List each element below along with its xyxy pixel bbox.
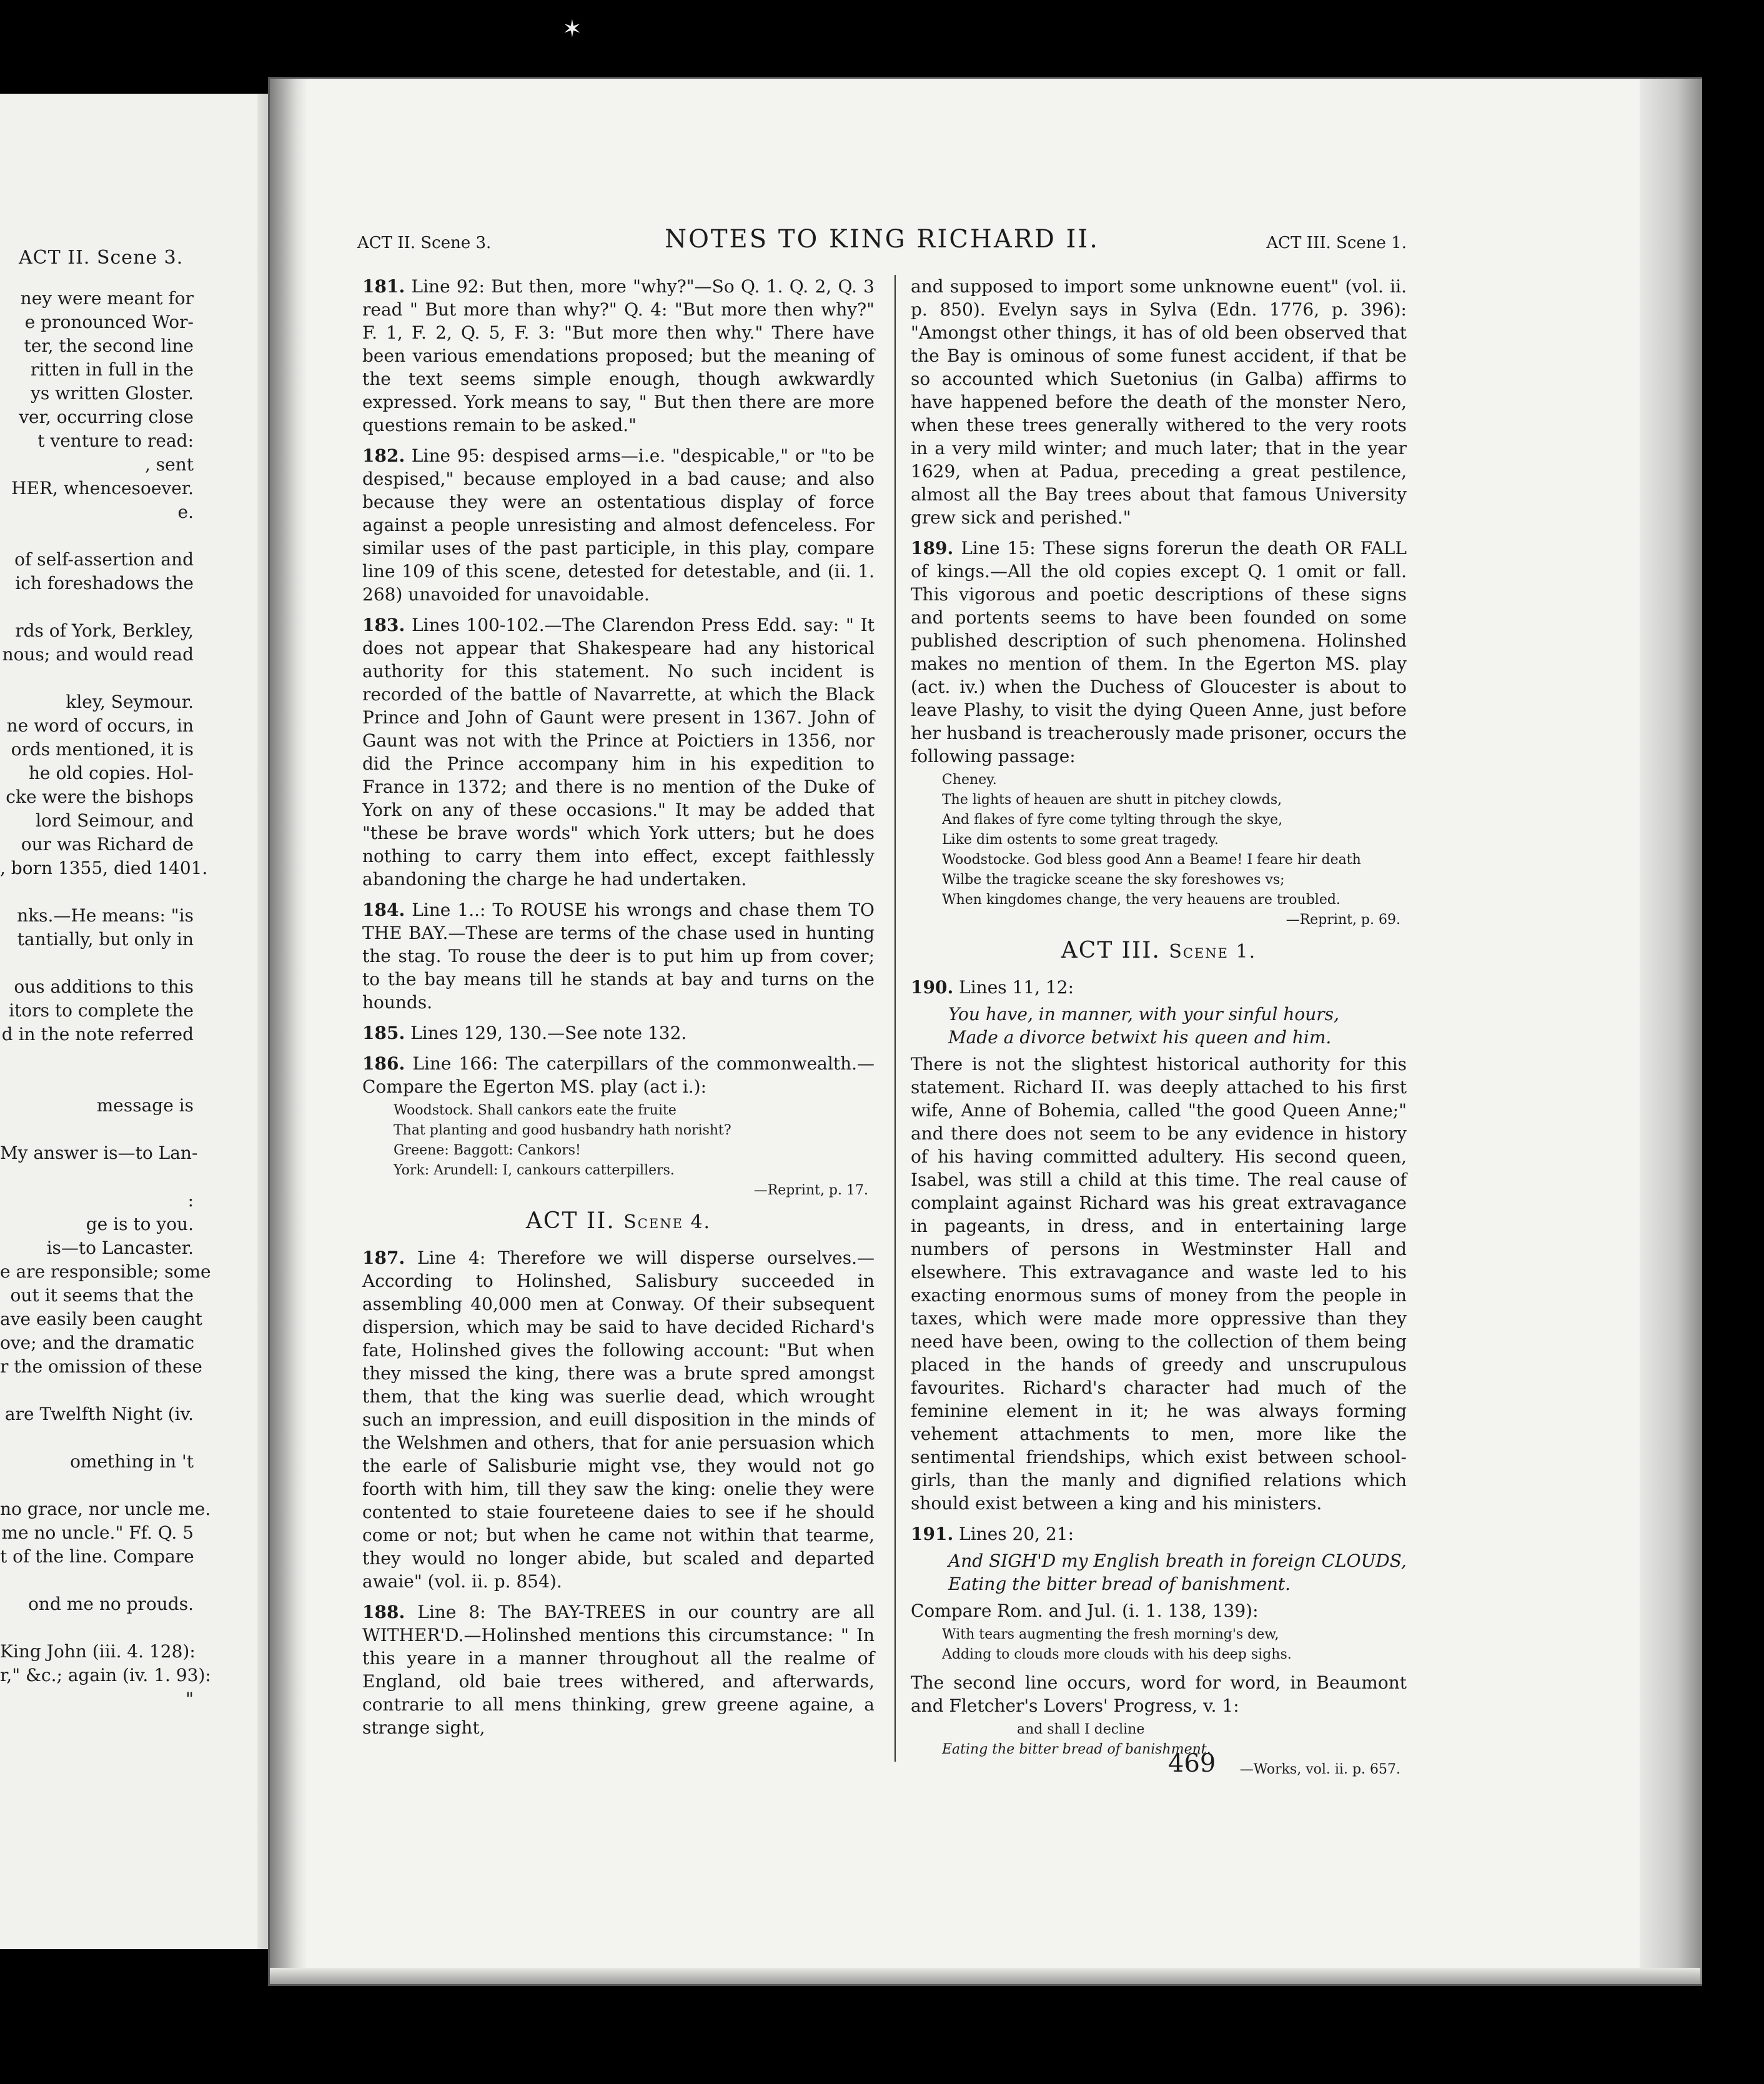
note-text: Line 8: The BAY-TREES in our country are all WITHER'D.—Holinshed mentions this circumstance: " In this yeare in a manner throughout all the realme of England, old baie trees withered, and afterwards, contrarie to all mens thinking, grew greene againe, a strange sight, xyxy=(362,1602,875,1738)
note-number: 183. xyxy=(362,615,405,635)
column-divider xyxy=(894,275,896,1762)
left-page-line: ich foreshadows the xyxy=(15,573,194,593)
left-page-line: " xyxy=(186,1689,194,1709)
note-number: 191. xyxy=(911,1524,954,1544)
note-number: 187. xyxy=(362,1248,405,1268)
page-title: NOTES TO KING RICHARD II. xyxy=(665,225,1099,254)
left-page-line: e pronounced Wor- xyxy=(24,312,194,332)
note-188 xyxy=(362,1600,875,1739)
running-head xyxy=(357,225,1407,262)
section-heading-act3-scene1 xyxy=(911,939,1407,963)
note-text: There is not the slightest historical authority for this statement. Richard II. was deeply attached to his first wife, Anne of Bohemia, called "the good Queen Anne;" and there does not seem to be any evidence in history of his having committed adultery. His second queen, Isabel, was still a child at this time. The real cause of complaint against Richard was his great extravagance in pageants, in dress, and in entertaining large numbers of persons in Westminster Hall and elsewhere. This extravagance and waste led to his exacting enormous sums of money from the people in taxes, which were made more oppressive than they need have been, owing to the collection of them being placed in the hands of greedy and unscrupulous favourites. Richard's character had much of the feminine element in it; he was always forming vehement attachments to men, more like the sentimental friendships, which exist between school-girls, than the manly and dignified relations which should exist between a king and his ministers. xyxy=(911,1054,1407,1514)
verse-line: Woodstock. Shall cankors eate the fruite xyxy=(394,1103,676,1118)
page-edge xyxy=(1640,79,1702,1984)
left-page-line: message is xyxy=(96,1095,194,1116)
act-label: ACT II. xyxy=(525,1208,615,1234)
running-head-right: ACT III. Scene 1. xyxy=(1266,234,1407,252)
verse-line: Like dim ostents to some great tragedy. xyxy=(942,832,1219,848)
note-text: Lines 100-102.—The Clarendon Press Edd. say: " It does not appear that Shakespeare had any historical authority for this statement. No such incident is recorded of the battle of Navarrette, at which the Black Prince and John of Gaunt were present in 1367. John of Gaunt was not with the Prince at Poictiers in 1356, nor did the Prince accompany him in his expedition to France in 1372; and there is no mention of the Duke of York on any of these occasions." It may be added that "these be brave words" which York utters; but he does nothing to carry them into effect, except faithlessly abandoning the charge he had undertaken. xyxy=(362,615,875,890)
verse-quote xyxy=(394,1101,875,1201)
left-page-line: e are responsible; some xyxy=(0,1261,211,1282)
left-page-line: is—to Lancaster. xyxy=(46,1238,194,1258)
page-number: 469 xyxy=(1168,1749,1216,1778)
left-page-line: ond me no prouds. xyxy=(28,1594,194,1614)
left-page-header: ACT II. Scene 3. xyxy=(19,247,184,269)
note-190 xyxy=(911,976,1407,1515)
left-page-line: My answer is—to Lan- xyxy=(0,1143,198,1163)
left-column xyxy=(362,275,875,1747)
note-text: Line 95: despised arms—i.e. "despicable," or "to be despised," because employed in a bad cause; and also because they were an ostentatious display of force against a people unresisting and almost defenceless. For similar uses of the past participle, in this play, compare line 109 of this scene, detested for detestable, and (ii. 1. 268) unavoided for unavoidable. xyxy=(362,445,875,605)
note-181 xyxy=(362,275,875,437)
poem-line: You have, in manner, with your sinful hours, xyxy=(948,1004,1339,1025)
note-187 xyxy=(362,1246,875,1593)
left-page-line: no grace, nor uncle me. xyxy=(0,1499,211,1519)
note-184 xyxy=(362,898,875,1014)
verse-quote xyxy=(942,770,1407,930)
verse-line: Woodstocke. God bless good Ann a Beame! I feare hir death xyxy=(942,852,1361,868)
left-page-line: t of the line. Compare xyxy=(0,1546,194,1567)
verse-line: Greene: Baggott: Cankors! xyxy=(394,1143,581,1158)
note-number: 184. xyxy=(362,900,405,920)
left-page-line: ver, occurring close xyxy=(19,407,194,427)
verse-line: The lights of heauen are shutt in pitchey clowds, xyxy=(942,792,1282,808)
note-text: The second line occurs, word for word, in Beaumont and Fletcher's Lovers' Progress, v. 1: xyxy=(911,1672,1407,1716)
note-text: Lines 129, 130.—See note 132. xyxy=(410,1023,687,1043)
left-page-line: ave easily been caught xyxy=(0,1309,202,1329)
left-page-line: King John (iii. 4. 128): xyxy=(0,1641,196,1662)
left-page-line: ove; and the dramatic xyxy=(0,1332,195,1353)
left-page-line: me no uncle." Ff. Q. 5 xyxy=(1,1522,194,1543)
left-page-line: lord Seimour, and xyxy=(36,810,194,831)
left-page-line: ous additions to this xyxy=(14,976,194,997)
note-number: 186. xyxy=(362,1053,405,1074)
note-188-continued: and supposed to import some unknowne euent" (vol. ii. p. 850). Evelyn says in Sylva (Edn. 1776, p. 396): "Amongst other things, it has of old been observed that the Bay is ominous of some funest accident, if that be so accounted which Suetonius (in Galba) affirms to have happened before the death of the monster Nero, when these trees generally withered to the very roots in a very mild winter; and much later; that in the year 1629, when at Padua, preceding a great pestilence, almost all the Bay trees about that famous University grew sick and perished." xyxy=(911,276,1407,528)
verse-line: When kingdomes change, the very heauens are troubled. xyxy=(942,892,1340,908)
right-column xyxy=(911,275,1407,1787)
verse-line: And flakes of fyre come tylting through the skye, xyxy=(942,812,1283,828)
note-number: 188. xyxy=(362,1602,405,1622)
note-text: Line 92: But then, more "why?"—So Q. 1. Q. 2, Q. 3 read " But more than why?" Q. 4: "But more then why?" F. 1, F. 2, Q. 5, F. 3: "But more then why." There have been various emendations proposed; but the meaning of the text seems simple enough, though awkwardly expressed. York means to say, " But then there are more questions remain to be asked." xyxy=(362,276,875,435)
left-page xyxy=(0,94,294,1949)
note-lines: Lines 11, 12: xyxy=(959,977,1074,998)
verse-line: With tears augmenting the fresh morning's dew, xyxy=(942,1627,1279,1642)
note-number: 181. xyxy=(362,276,405,297)
note-compare: Compare Rom. and Jul. (i. 1. 138, 139): xyxy=(911,1600,1259,1621)
note-186 xyxy=(362,1052,875,1201)
binding-mark-icon: ✶ xyxy=(562,15,582,42)
bottom-edge xyxy=(270,1968,1700,1984)
left-page-line: ys written Gloster. xyxy=(31,383,194,404)
note-text: Line 15: These signs forerun the death OR FALL of kings.—All the old copies except Q. 1 omit or fall. This vigorous and poetic descriptions of these signs and portents seems to have been founded on some published description of such phenomena. Holinshed makes no mention of them. In the Egerton MS. play (act. iv.) when the Duchess of Gloucester is about to leave Plashy, to visit the dying Queen Anne, just before her husband is treacherously made prisoner, occurs the following passage: xyxy=(911,538,1407,767)
inner-gutter xyxy=(270,79,307,1984)
verse-line: and shall I decline xyxy=(1017,1722,1145,1737)
left-page-line: omething in 't xyxy=(70,1451,194,1472)
note-number: 190. xyxy=(911,977,954,998)
act-label: ACT III. xyxy=(1061,938,1161,963)
note-number: 185. xyxy=(362,1023,405,1043)
note-191 xyxy=(911,1522,1407,1780)
note-text: Line 4: Therefore we will disperse ourselves.—According to Holinshed, Salisbury succeeded in assembling 40,000 men at Conway. Of their subsequent dispersion, which may be said to have decided Richard's fate, Holinshed gives the following account: "But when they missed the king, there was a brute spred amongst them, that the king was suerlie dead, which wrought such an impression, and euill disposition in the minds of the Welshmen and others, that for anie persuasion which the earle of Salisburie might vse, they would not go foorth with him, till they saw the king: onelie they were contented to staie foureteene daies to see if he should come or not; but when he came not within that tearme, they would no longer abide, but scaled and departed awaie" (vol. ii. p. 854). xyxy=(362,1248,875,1592)
running-head-left: ACT II. Scene 3. xyxy=(357,234,492,252)
note-185 xyxy=(362,1021,875,1044)
left-page-line: ter, the second line xyxy=(24,335,194,356)
left-page-line: nks.—He means: "is xyxy=(17,905,194,926)
left-page-line: rds of York, Berkley, xyxy=(15,620,194,641)
left-page-line: d in the note referred xyxy=(1,1024,194,1044)
poem-quote xyxy=(948,1003,1407,1049)
left-page-line: nous; and would read xyxy=(2,644,194,665)
left-page-line: cke were the bishops xyxy=(6,786,194,807)
left-page-line: HER, whencesoever. xyxy=(11,478,194,499)
left-page-line: of self-assertion and xyxy=(14,549,194,570)
note-text: Line 1..: To ROUSE his wrongs and chase them TO THE BAY.—These are terms of the chase used in hunting the stag. To rouse the deer is to put him up from cover; to the bay means till he stands at bay and turns on the hounds. xyxy=(362,900,875,1013)
verse-line: That planting and good husbandry hath norisht? xyxy=(394,1123,731,1138)
verse-line: Cheney. xyxy=(942,772,997,788)
note-number: 189. xyxy=(911,538,954,558)
left-page-line: t venture to read: xyxy=(37,430,194,451)
left-page-line: , sent xyxy=(144,454,194,475)
left-page-line: tantially, but only in xyxy=(17,929,194,950)
poem-quote xyxy=(948,1549,1407,1595)
poem-line: Made a divorce betwixt his queen and him. xyxy=(948,1027,1332,1048)
left-page-line: ords mentioned, it is xyxy=(11,739,194,760)
left-page-line: ne word of occurs, in xyxy=(6,715,194,736)
left-page-line: : xyxy=(187,1190,194,1211)
left-page-line: ritten in full in the xyxy=(30,359,194,380)
left-page-line: e. xyxy=(177,502,194,522)
left-page-line: he old copies. Hol- xyxy=(29,763,194,783)
verse-line: Eating the bitter bread of banishment. xyxy=(942,1742,1211,1757)
poem-line: Eating the bitter bread of banishment. xyxy=(948,1574,1291,1594)
note-text: Line 166: The caterpillars of the commonwealth.—Compare the Egerton MS. play (act i.): xyxy=(362,1053,875,1097)
left-page-line: kley, Seymour. xyxy=(66,692,194,712)
left-page-line: our was Richard de xyxy=(21,834,194,855)
left-page-line: ney were meant for xyxy=(20,288,194,309)
left-page-line: ge is to you. xyxy=(86,1214,194,1234)
poem-line: And SIGH'D my English breath in foreign CLOUDS, xyxy=(948,1551,1407,1571)
left-page-line: , born 1355, died 1401. xyxy=(0,858,208,878)
note-182 xyxy=(362,444,875,606)
left-page-line: r," &c.; again (iv. 1. 93): xyxy=(0,1665,211,1685)
note-189 xyxy=(911,537,1407,930)
scene-label: Scene 1. xyxy=(1169,941,1257,963)
note-lines: Lines 20, 21: xyxy=(959,1524,1074,1544)
verse-reference: —Works, vol. ii. p. 657. xyxy=(1239,1762,1400,1777)
note-number: 182. xyxy=(362,445,405,466)
left-page-line: r the omission of these xyxy=(0,1356,202,1377)
verse-reference: —Reprint, p. 69. xyxy=(1286,912,1400,928)
left-page-line: out it seems that the xyxy=(10,1285,194,1306)
verse-quote xyxy=(942,1625,1407,1665)
verse-line: Wilbe the tragicke sceane the sky foreshowes vs; xyxy=(942,872,1285,888)
verse-line: York: Arundell: I, cankours catterpillers. xyxy=(394,1163,675,1178)
note-183 xyxy=(362,613,875,891)
verse-line: Adding to clouds more clouds with his deep sighs. xyxy=(942,1647,1292,1662)
verse-reference: —Reprint, p. 17. xyxy=(753,1183,868,1198)
left-page-line: are Twelfth Night (iv. xyxy=(4,1404,194,1424)
left-page-line: itors to complete the xyxy=(9,1000,194,1021)
scene-label: Scene 4. xyxy=(623,1211,711,1233)
section-heading-act2-scene4 xyxy=(362,1209,875,1234)
